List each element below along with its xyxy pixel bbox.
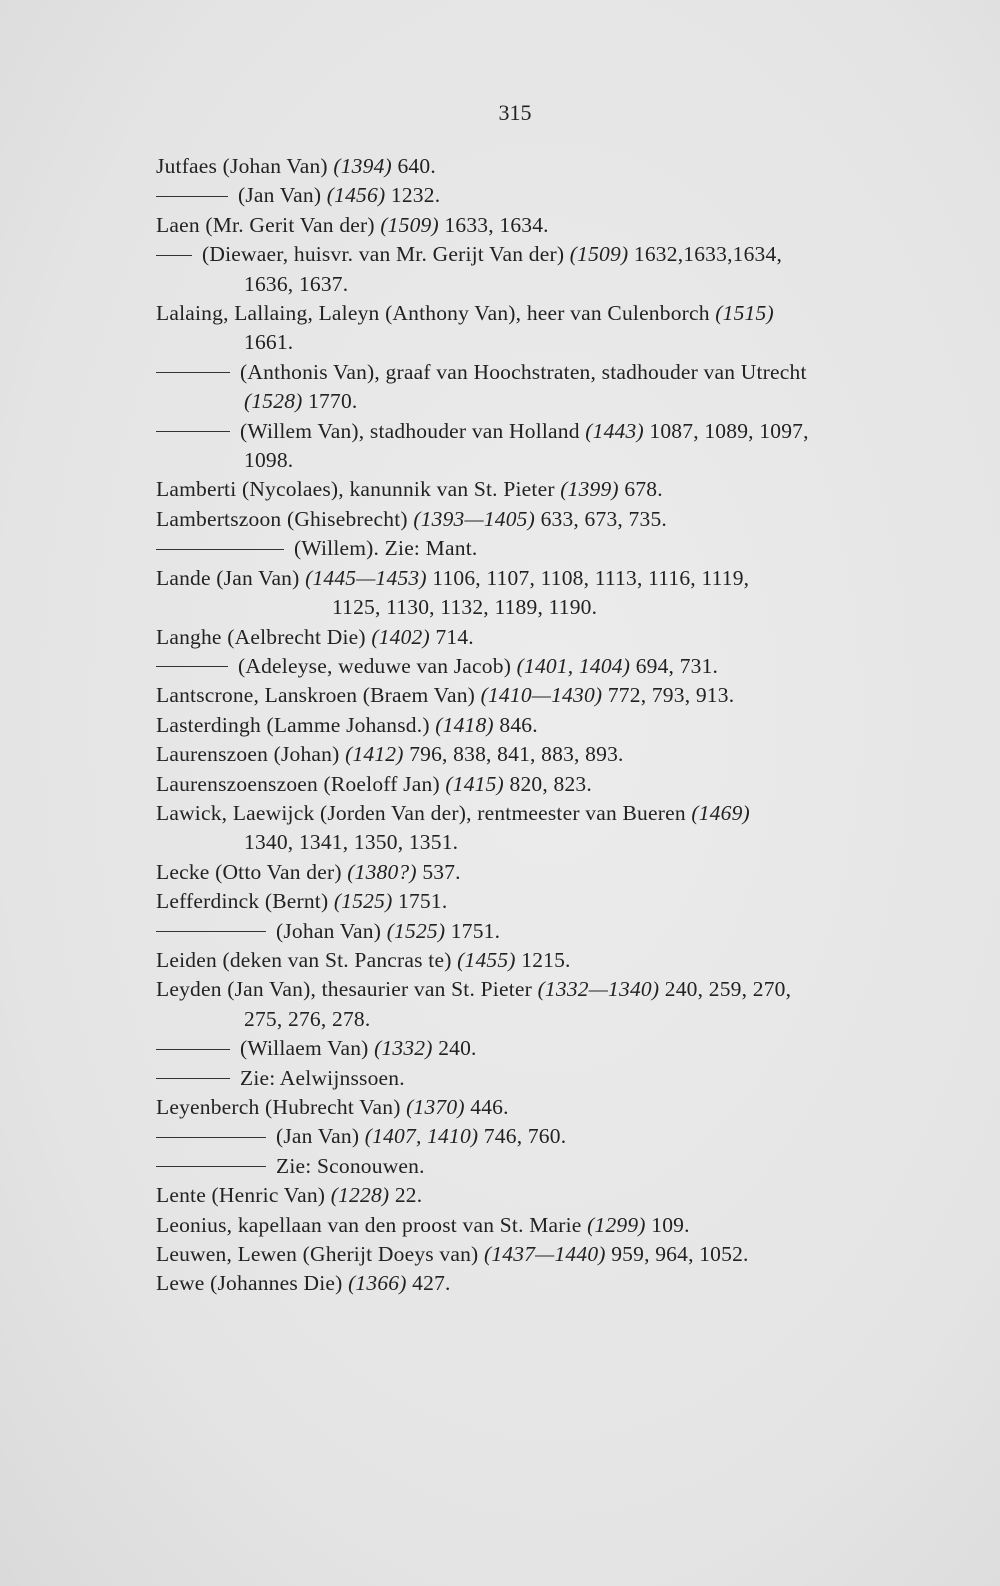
entry-line xyxy=(156,358,886,387)
ditto-dash xyxy=(156,431,230,432)
entry-refs: 1232. xyxy=(390,183,441,208)
entry-line xyxy=(156,858,886,887)
entry-name: (Jan Van) xyxy=(276,1124,360,1149)
entry-name: Lande (Jan Van) xyxy=(156,565,300,590)
entry-date: (1415) xyxy=(445,771,504,796)
entry-name: (Willem). Zie: Mant. xyxy=(294,536,478,561)
entry-continuation xyxy=(156,1005,886,1034)
entry-refs: 275, 276, 278. xyxy=(244,1006,371,1031)
entry-refs: 1106, 1107, 1108, 1113, 1116, 1119, xyxy=(432,565,750,590)
entry-line xyxy=(156,946,886,975)
entry-name: (Willaem Van) xyxy=(240,1036,369,1061)
entry-name: Leyden (Jan Van), thesaurier van St. Pieter xyxy=(156,977,532,1002)
entry-date: (1332—1340) xyxy=(537,977,660,1002)
entry-refs: 640. xyxy=(397,154,436,178)
entry-name: Lamberti (Nycolaes), kanunnik van St. Pieter xyxy=(156,477,555,502)
entry-line xyxy=(156,681,886,710)
index-entry xyxy=(156,652,886,681)
entry-line xyxy=(156,711,886,740)
entry-date: (1402) xyxy=(371,624,430,649)
page-number: 315 xyxy=(498,100,532,125)
entry-date: (1407, 1410) xyxy=(364,1124,479,1149)
entry-refs: 109. xyxy=(651,1212,690,1237)
index-entry xyxy=(156,917,886,946)
entry-date: (1394) xyxy=(333,154,392,178)
entry-date: (1455) xyxy=(457,947,516,972)
entry-name: Lecke (Otto Van der) xyxy=(156,859,342,884)
entry-refs: 446. xyxy=(470,1095,509,1119)
entry-name: Lambertszoon (Ghisebrecht) xyxy=(156,506,408,531)
entry-date: (1393—1405) xyxy=(413,506,535,531)
ditto-dash xyxy=(156,1049,230,1050)
entry-line xyxy=(156,623,886,652)
entry-date: (1445—1453) xyxy=(305,565,427,590)
entry-refs: 694, 731. xyxy=(635,653,719,678)
entry-date: (1410—1430) xyxy=(480,683,603,708)
index-entry xyxy=(156,623,886,652)
entry-name: Lantscrone, Lanskroen (Braem Van) xyxy=(156,683,476,708)
entry-name: Lawick, Laewijck (Jorden Van der), rentmeester van Bueren xyxy=(156,800,686,825)
ditto-dash xyxy=(156,931,266,932)
index-entry xyxy=(156,740,886,769)
index-entry xyxy=(156,858,886,887)
entry-refs: 1751. xyxy=(450,918,501,943)
index-entry xyxy=(156,1240,886,1269)
entry-line xyxy=(156,505,886,534)
entry-name: Leonius, kapellaan van den proost van St. Marie xyxy=(156,1212,582,1237)
entry-name: Laurenszoen (Johan) xyxy=(156,742,340,767)
entry-date: (1469) xyxy=(691,800,750,825)
ditto-dash xyxy=(156,1137,266,1138)
entry-name: (Jan Van) xyxy=(238,183,322,208)
entry-continuation xyxy=(156,387,886,416)
index-entry xyxy=(156,505,886,534)
entry-line xyxy=(156,240,886,269)
entry-date: (1370) xyxy=(406,1095,465,1119)
entry-name: Laen (Mr. Gerit Van der) xyxy=(156,212,375,237)
index-entry xyxy=(156,417,886,476)
entry-date: (1366) xyxy=(348,1271,407,1296)
entry-refs: 714. xyxy=(435,624,474,649)
entry-name: (Willem Van), stadhouder van Holland xyxy=(240,418,580,443)
index-entry xyxy=(156,799,886,858)
entry-refs: 240, 259, 270, xyxy=(664,977,792,1002)
entry-date: (1418) xyxy=(435,712,494,737)
entry-date: (1528) xyxy=(244,389,303,414)
index-entries xyxy=(156,152,886,1299)
index-entry xyxy=(156,711,886,740)
entry-refs: 1661. xyxy=(244,330,294,355)
entry-refs: 1636, 1637. xyxy=(244,271,349,296)
entry-name: Lewe (Johannes Die) xyxy=(156,1271,343,1296)
entry-name: (Anthonis Van), graaf van Hoochstraten, stadhouder van Utrecht xyxy=(240,359,807,384)
entry-refs: 427. xyxy=(412,1271,451,1296)
ditto-dash xyxy=(156,549,284,550)
entry-continuation xyxy=(156,446,886,475)
index-entry xyxy=(156,1181,886,1210)
entry-name: Zie: Aelwijnssoen. xyxy=(240,1065,405,1090)
entry-date: (1515) xyxy=(715,301,774,326)
entry-line xyxy=(156,299,886,328)
entry-refs: 22. xyxy=(394,1183,423,1208)
index-entry xyxy=(156,475,886,504)
entry-line xyxy=(156,770,886,799)
entry-refs: 678. xyxy=(624,477,663,502)
index-entry xyxy=(156,564,886,623)
entry-line xyxy=(156,887,886,916)
entry-name: Lasterdingh (Lamme Johansd.) xyxy=(156,712,430,737)
entry-line xyxy=(156,1034,886,1063)
entry-name: Lefferdinck (Bernt) xyxy=(156,889,329,914)
entry-date: (1509) xyxy=(569,242,629,267)
entry-date: (1299) xyxy=(587,1212,646,1237)
ditto-dash xyxy=(156,1078,230,1079)
index-entry xyxy=(156,211,886,240)
index-entry xyxy=(156,975,886,1034)
entry-refs: 1098. xyxy=(244,448,294,473)
entry-refs: 537. xyxy=(422,859,461,884)
entry-refs: 1215. xyxy=(521,947,571,972)
entry-name: (Diewaer, huisvr. van Mr. Gerijt Van der) xyxy=(202,242,565,267)
ditto-dash xyxy=(156,196,228,197)
entry-date: (1412) xyxy=(345,742,404,767)
index-entry xyxy=(156,946,886,975)
entry-refs: 240. xyxy=(438,1036,477,1061)
ditto-dash xyxy=(156,255,192,256)
entry-refs: 633, 673, 735. xyxy=(540,506,667,531)
entry-line xyxy=(156,1240,886,1269)
index-entry xyxy=(156,1064,886,1093)
index-entry xyxy=(156,1211,886,1240)
entry-refs: 772, 793, 913. xyxy=(607,683,735,708)
index-entry xyxy=(156,887,886,916)
entry-date: (1456) xyxy=(326,183,386,208)
entry-name: Lalaing, Lallaing, Laleyn (Anthony Van), heer van Culenborch xyxy=(156,301,710,326)
entry-date: (1399) xyxy=(560,477,619,502)
entry-refs: 796, 838, 841, 883, 893. xyxy=(409,742,624,767)
entry-continuation xyxy=(156,593,886,622)
index-entry xyxy=(156,681,886,710)
entry-date: (1509) xyxy=(380,212,439,237)
entry-date: (1437—1440) xyxy=(484,1242,606,1267)
ditto-dash xyxy=(156,666,228,667)
entry-refs: 959, 964, 1052. xyxy=(611,1242,749,1267)
entry-refs: 1633, 1634. xyxy=(444,212,549,237)
index-entry xyxy=(156,1093,886,1122)
entry-name: Langhe (Aelbrecht Die) xyxy=(156,624,366,649)
entry-date: (1443) xyxy=(585,418,644,443)
index-entry xyxy=(156,1034,886,1063)
entry-line xyxy=(156,564,886,593)
entry-continuation xyxy=(156,328,886,357)
entry-name: Leyenberch (Hubrecht Van) xyxy=(156,1095,401,1119)
entry-line xyxy=(156,799,886,828)
index-entry xyxy=(156,299,886,358)
entry-name: Jutfaes (Johan Van) xyxy=(156,154,328,178)
entry-refs: 1087, 1089, 1097, xyxy=(649,418,809,443)
ditto-dash xyxy=(156,1166,266,1167)
entry-name: (Johan Van) xyxy=(276,918,382,943)
index-entry xyxy=(156,534,886,563)
entry-refs: 1125, 1130, 1132, 1189, 1190. xyxy=(332,595,598,620)
entry-line xyxy=(156,1152,886,1181)
entry-date: (1525) xyxy=(386,918,446,943)
entry-date: (1401, 1404) xyxy=(516,653,631,678)
entry-date: (1525) xyxy=(333,889,393,914)
entry-date: (1332) xyxy=(374,1036,433,1061)
entry-line xyxy=(156,1269,886,1298)
entry-continuation xyxy=(156,270,886,299)
index-entry xyxy=(156,181,886,210)
entry-name: Leiden (deken van St. Pancras te) xyxy=(156,947,452,972)
entry-line xyxy=(156,1211,886,1240)
index-entry xyxy=(156,1152,886,1181)
entry-refs: 1632,1633,1634, xyxy=(633,242,783,267)
entry-name: (Adeleyse, weduwe van Jacob) xyxy=(238,653,512,678)
entry-name: Leuwen, Lewen (Gherijt Doeys van) xyxy=(156,1242,479,1267)
entry-refs: 846. xyxy=(499,712,538,737)
index-entry xyxy=(156,1122,886,1151)
entry-line xyxy=(156,1064,886,1093)
entry-line xyxy=(156,1181,886,1210)
entry-line xyxy=(156,475,886,504)
index-entry xyxy=(156,358,886,417)
entry-line xyxy=(156,534,886,563)
index-entry xyxy=(156,152,886,181)
entry-line xyxy=(156,1122,886,1151)
entry-line xyxy=(156,917,886,946)
entry-date: (1380?) xyxy=(347,859,417,884)
entry-line xyxy=(156,1093,886,1122)
entry-refs: 1770. xyxy=(308,389,358,414)
entry-name: Lente (Henric Van) xyxy=(156,1183,326,1208)
ditto-dash xyxy=(156,372,230,373)
entry-name: Zie: Sconouwen. xyxy=(276,1153,425,1178)
entry-line xyxy=(156,181,886,210)
entry-continuation xyxy=(156,828,886,857)
entry-line xyxy=(156,417,886,446)
entry-line xyxy=(156,975,886,1004)
entry-name: Laurenszoenszoen (Roeloff Jan) xyxy=(156,771,440,796)
entry-line xyxy=(156,740,886,769)
entry-line xyxy=(156,152,886,181)
entry-refs: 746, 760. xyxy=(483,1124,567,1149)
entry-line xyxy=(156,652,886,681)
index-entry xyxy=(156,240,886,299)
entry-date: (1228) xyxy=(330,1183,390,1208)
index-entry xyxy=(156,1269,886,1298)
entry-line xyxy=(156,211,886,240)
entry-refs: 1340, 1341, 1350, 1351. xyxy=(244,830,459,855)
entry-refs: 1751. xyxy=(398,889,448,914)
index-entry xyxy=(156,770,886,799)
entry-refs: 820, 823. xyxy=(509,771,592,796)
